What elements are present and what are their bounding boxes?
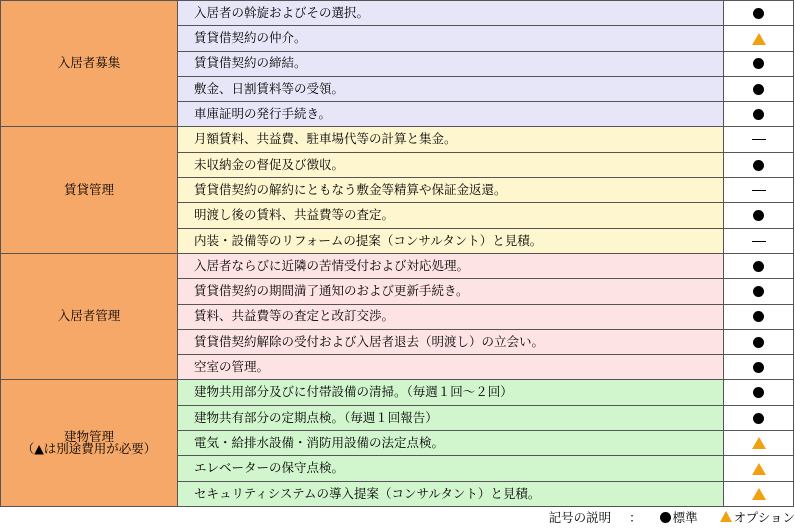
category-cell — [1, 127, 178, 253]
category-label: 賃貸管理 — [63, 181, 114, 197]
service-item: 内装・設備等のリフォームの提案（コンサルタント）と見積。 — [178, 228, 724, 253]
filled-circle-icon — [660, 512, 671, 523]
category-label: 入居者募集 — [57, 55, 121, 71]
category-label: 建物管理 — [63, 428, 114, 444]
mark-cell — [724, 431, 794, 456]
service-item: 入居者の斡旋およびその選択。 — [178, 1, 724, 26]
service-item: エレベーターの保守点検。 — [178, 456, 724, 481]
filled-circle-icon — [753, 337, 764, 348]
mark-cell — [724, 178, 794, 203]
mark-cell — [724, 26, 794, 51]
service-item: 賃貸借契約の締結。 — [178, 51, 724, 76]
mark-cell — [724, 253, 794, 278]
orange-triangle-icon — [752, 33, 766, 45]
filled-circle-icon — [753, 84, 764, 95]
legend — [0, 508, 795, 526]
legend-separator: ： — [629, 510, 642, 525]
orange-triangle-icon — [752, 463, 766, 475]
filled-circle-icon — [753, 261, 764, 272]
service-item: 建物共用部分及びに付帯設備の清掃。（毎週１回～２回） — [178, 380, 724, 405]
table-row — [1, 380, 794, 405]
filled-circle-icon — [753, 8, 764, 19]
category-cell — [1, 1, 178, 127]
service-item: 賃貸借契約解除の受付および入居者退去（明渡し）の立会い。 — [178, 329, 724, 354]
service-item: 電気・給排水設備・消防用設備の法定点検。 — [178, 431, 724, 456]
mark-cell — [724, 51, 794, 76]
category-note: （▲は別途費用が必要） — [21, 441, 157, 457]
service-item: 車庫証明の発行手続き。 — [178, 102, 724, 127]
mark-cell — [724, 456, 794, 481]
mark-cell — [724, 127, 794, 152]
mark-cell — [724, 152, 794, 177]
mark-cell — [724, 76, 794, 101]
table-row — [1, 253, 794, 278]
filled-circle-icon — [753, 387, 764, 398]
orange-triangle-icon — [752, 488, 766, 500]
category-label: 入居者管理 — [57, 308, 121, 324]
legend-label: 記号の説明 — [548, 510, 612, 525]
orange-triangle-icon — [752, 437, 766, 449]
filled-circle-icon — [753, 413, 764, 424]
service-item: セキュリティシステムの導入提案（コンサルタント）と見積。 — [178, 481, 724, 506]
mark-cell — [724, 355, 794, 380]
category-cell — [1, 253, 178, 379]
filled-circle-icon — [753, 362, 764, 373]
mark-cell — [724, 304, 794, 329]
mark-cell — [724, 380, 794, 405]
mark-cell — [724, 279, 794, 304]
service-item: 明渡し後の賃料、共益費等の査定。 — [178, 203, 724, 228]
orange-triangle-icon — [720, 511, 732, 522]
mark-cell — [724, 203, 794, 228]
service-item: 月額賃料、共益費、駐車場代等の計算と集金。 — [178, 127, 724, 152]
service-item: 建物共有部分の定期点検。（毎週１回報告） — [178, 405, 724, 430]
service-item: 未収納金の督促及び徴収。 — [178, 152, 724, 177]
filled-circle-icon — [753, 109, 764, 120]
service-item: 敷金、日割賃料等の受領。 — [178, 76, 724, 101]
legend-option: オプション — [733, 510, 795, 525]
service-item: 賃貸借契約の解約にともなう敷金等精算や保証金返還。 — [178, 178, 724, 203]
service-item: 賃貸借契約の期間満了通知のおよび更新手続き。 — [178, 279, 724, 304]
service-item: 空室の管理。 — [178, 355, 724, 380]
table-row — [1, 1, 794, 26]
mark-cell — [724, 1, 794, 26]
dash-icon — [752, 190, 766, 191]
mark-cell — [724, 102, 794, 127]
category-cell — [1, 380, 178, 506]
mark-cell — [724, 405, 794, 430]
dash-icon — [752, 241, 766, 242]
dash-icon — [752, 139, 766, 140]
filled-circle-icon — [753, 210, 764, 221]
legend-standard: 標準 — [672, 510, 698, 525]
service-item: 賃料、共益費等の査定と改訂交渉。 — [178, 304, 724, 329]
filled-circle-icon — [753, 160, 764, 171]
filled-circle-icon — [753, 311, 764, 322]
filled-circle-icon — [753, 286, 764, 297]
mark-cell — [724, 481, 794, 506]
service-item: 賃貸借契約の仲介。 — [178, 26, 724, 51]
mark-cell — [724, 228, 794, 253]
table-row — [1, 127, 794, 152]
filled-circle-icon — [753, 58, 764, 69]
service-item: 入居者ならびに近隣の苦情受付および対応処理。 — [178, 253, 724, 278]
mark-cell — [724, 329, 794, 354]
